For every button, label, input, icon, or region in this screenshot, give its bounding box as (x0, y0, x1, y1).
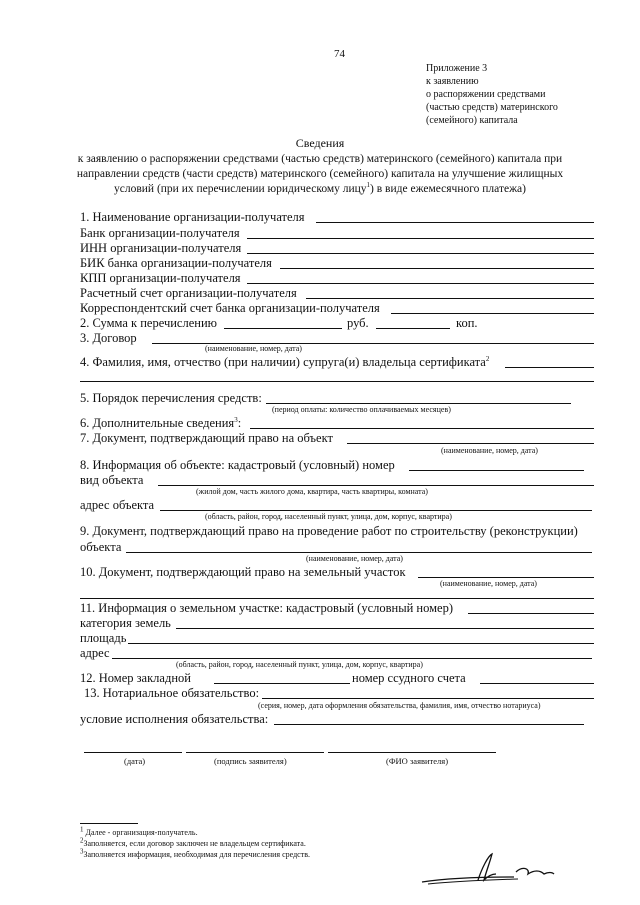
input-recipient-name[interactable] (316, 222, 594, 223)
label-kpp: КПП организации-получателя (80, 271, 241, 285)
input-land-doc[interactable] (418, 577, 594, 578)
hint-object-address: (область, район, город, населенный пункт, улица, дом, корпус, квартира) (205, 512, 452, 521)
label-object-kind: вид объекта (80, 473, 144, 487)
label-spouse-name-text: 4. Фамилия, имя, отчество (при наличии) супруга(и) владельца сертификата (80, 355, 486, 369)
footnote-2-text: Заполняется, если договор заключен не владельцем сертификата. (83, 839, 306, 848)
footnote-ref-1: 1 (366, 181, 371, 190)
label-notary: 13. Нотариальное обязательство: (84, 686, 260, 700)
appendix-line-5: (семейного) капитала (426, 115, 518, 126)
page-number: 74 (334, 48, 345, 60)
label-construction-object: объекта (80, 540, 122, 554)
label-construction-doc: 9. Документ, подтверждающий право на проведение работ по строительству (реконструкции) (80, 524, 578, 538)
hint-notary: (серия, номер, дата оформления обязательства, фамилия, имя, отчество нотариуса) (258, 701, 541, 710)
input-object-cadastral[interactable] (409, 470, 584, 471)
input-notary[interactable] (262, 698, 594, 699)
input-additional-info[interactable] (250, 428, 594, 429)
label-loan-account: номер ссудного счета (352, 671, 466, 685)
label-fio: (ФИО заявителя) (386, 756, 449, 766)
heading-line-1: к заявлению о распоряжении средствами (частью средств) материнского (семейного) капитала при (77, 153, 563, 165)
hint-land-address: (область, район, город, населенный пункт, улица, дом, корпус, квартира) (176, 660, 423, 669)
input-spouse-name[interactable] (505, 367, 594, 368)
label-corr-account: Корреспондентский счет банка организации-получателя (80, 301, 380, 315)
hint-object-kind: (жилой дом, часть жилого дома, квартира, часть квартиры, комната) (196, 487, 428, 496)
input-date[interactable] (84, 752, 182, 753)
hint-ownership-doc: (наименование, номер, дата) (441, 446, 538, 455)
label-land-category: категория земель (80, 616, 171, 630)
heading-line-3 (0, 182, 640, 197)
footnote-ref-3: 3 (234, 415, 238, 424)
input-amount-kop[interactable] (376, 328, 450, 329)
label-inn: ИНН организации-получателя (80, 241, 242, 255)
label-additional-info (80, 416, 241, 430)
appendix-line-3: о распоряжении средствами (426, 89, 546, 100)
label-kop: коп. (456, 316, 478, 330)
heading-line-3-a: условий (при их перечислении юридическому лицу (113, 183, 367, 195)
hint-payment-order: (период оплаты: количество оплачиваемых месяцев) (272, 405, 451, 414)
label-notary-condition: условие исполнения обязательства: (80, 712, 269, 726)
hint-land-doc: (наименование, номер, дата) (440, 579, 537, 588)
input-land-area[interactable] (128, 643, 594, 644)
label-land-doc: 10. Документ, подтверждающий право на земельный участок (80, 565, 406, 579)
input-spouse-name-cont[interactable] (80, 381, 594, 382)
input-land-address[interactable] (112, 658, 592, 659)
label-ownership-doc: 7. Документ, подтверждающий право на объект (80, 431, 333, 445)
input-mortgage-number[interactable] (214, 683, 350, 684)
footnote-divider (80, 823, 138, 824)
input-land-cadastral[interactable] (468, 613, 594, 614)
footnote-1-number: 1 (80, 825, 84, 834)
label-additional-info-colon: : (237, 416, 242, 430)
label-contract: 3. Договор (80, 331, 137, 345)
footnote-2 (80, 836, 306, 849)
appendix-line-1: Приложение 3 (426, 63, 488, 74)
hint-construction-doc: (наименование, номер, дата) (306, 554, 403, 563)
label-bank: Банк организации-получателя (80, 226, 240, 240)
label-object-cadastral: 8. Информация об объекте: кадастровый (условный) номер (80, 458, 395, 472)
input-payment-order[interactable] (266, 403, 571, 404)
heading-title: Сведения (295, 136, 345, 150)
input-construction-doc[interactable] (126, 552, 592, 553)
input-loan-account[interactable] (480, 683, 594, 684)
input-bik[interactable] (280, 268, 594, 269)
input-land-doc-cont[interactable] (80, 598, 594, 599)
label-date: (дата) (124, 756, 146, 766)
label-land-address: адрес (80, 646, 110, 660)
heading-line-2: направлении средств (части средств) материнского (семейного) капитала на улучшение жилищных (76, 168, 564, 180)
label-mortgage-number: 12. Номер закладной (80, 671, 191, 685)
input-land-category[interactable] (176, 628, 594, 629)
label-land-cadastral: 11. Информация о земельном участке: кадастровый (условный номер) (80, 601, 453, 615)
appendix-line-2: к заявлению (426, 76, 479, 87)
hint-contract: (наименование, номер, дата) (205, 344, 302, 353)
label-account: Расчетный счет организации-получателя (80, 286, 297, 300)
input-inn[interactable] (247, 253, 594, 254)
input-kpp[interactable] (247, 283, 594, 284)
input-bank[interactable] (247, 238, 594, 239)
footnote-ref-2: 2 (485, 354, 490, 363)
label-bik: БИК банка организации-получателя (80, 256, 272, 270)
input-corr-account[interactable] (391, 313, 594, 314)
label-land-area: площадь (80, 631, 127, 645)
footnote-3-text: Заполняется информация, необходимая для перечисления средств. (83, 850, 310, 859)
footnote-3-number: 3 (80, 847, 84, 856)
input-amount-rub[interactable] (224, 328, 342, 329)
label-signature: (подпись заявителя) (214, 756, 287, 766)
input-notary-condition[interactable] (274, 724, 584, 725)
input-ownership-doc[interactable] (347, 443, 594, 444)
label-amount: 2. Сумма к перечислению (80, 316, 217, 330)
appendix-line-4: (частью средств) материнского (426, 102, 558, 113)
label-spouse-name (80, 355, 489, 369)
handwritten-signature (418, 850, 558, 890)
footnote-1-text: Далее - организация-получатель. (83, 828, 198, 837)
footnote-3 (80, 847, 310, 860)
label-payment-order: 5. Порядок перечисления средств: (80, 391, 262, 405)
input-signature[interactable] (186, 752, 324, 753)
footnote-1 (80, 825, 198, 838)
input-object-kind[interactable] (158, 485, 594, 486)
label-additional-info-text: 6. Дополнительные сведения (80, 416, 235, 430)
footnote-2-number: 2 (80, 836, 84, 845)
input-fio[interactable] (328, 752, 496, 753)
input-object-address[interactable] (160, 510, 592, 511)
label-rub: руб. (347, 316, 369, 330)
label-object-address: адрес объекта (80, 498, 155, 512)
heading-line-3-b: ) в виде ежемесячного платежа) (370, 183, 526, 195)
input-account[interactable] (306, 298, 594, 299)
label-recipient-name: 1. Наименование организации-получателя (80, 210, 305, 224)
